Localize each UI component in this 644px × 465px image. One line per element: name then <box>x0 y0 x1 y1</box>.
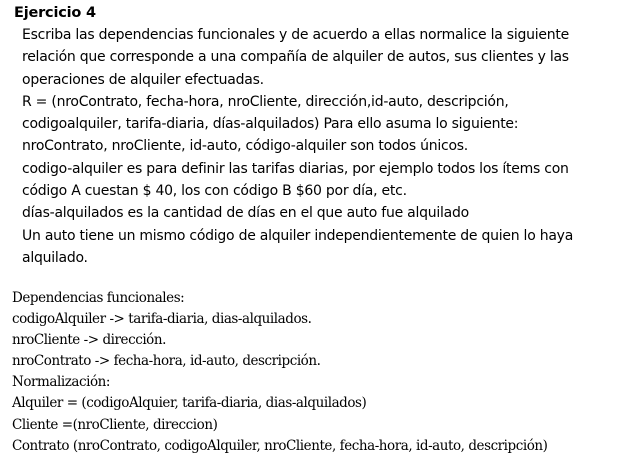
answer-heading-dependencies: Dependencias funcionales: <box>12 290 185 306</box>
exercise-title: Ejercicio 4 <box>14 5 96 21</box>
answer-line: Contrato (nroContrato, codigoAlquiler, nroCliente, fecha-hora, id-auto, descripción) <box>12 437 548 454</box>
statement-line: código A cuestan $ 40, los con código B $60 por día, etc. <box>22 183 407 200</box>
statement-line: R = (nroContrato, fecha-hora, nroCliente, dirección,id-auto, descripción, <box>22 93 509 110</box>
statement-line: Un auto tiene un mismo código de alquiler independientemente de quien lo haya <box>22 227 574 244</box>
statement-line: codigo-alquiler es para definir las tarifas diarias, por ejemplo todos los ítems con <box>22 160 569 177</box>
answer-line: Alquiler = (codigoAlquier, tarifa-diaria, dias-alquilados) <box>12 395 367 412</box>
statement-line: nroContrato, nroCliente, id-auto, código-alquiler son todos únicos. <box>22 138 469 155</box>
statement-line: operaciones de alquiler efectuadas. <box>22 71 264 88</box>
answer-heading-normalization: Normalización: <box>12 374 110 391</box>
answer-line: nroCliente -> dirección. <box>12 332 166 349</box>
statement-line: codigoalquiler, tarifa-diaria, días-alquilados) Para ello asuma lo siguiente: <box>22 116 519 133</box>
exercise-statement <box>22 24 639 269</box>
statement-line: días-alquilados es la cantidad de días en el que auto fue alquilado <box>22 205 469 222</box>
answer-line: codigoAlquiler -> tarifa-diaria, dias-alquilados. <box>12 311 312 328</box>
statement-line: alquilado. <box>22 249 88 266</box>
statement-line: relación que corresponde a una compañía de alquiler de autos, sus clientes y las <box>22 49 569 66</box>
answer-line: nroContrato -> fecha-hora, id-auto, descripción. <box>12 353 321 370</box>
statement-line: Escriba las dependencias funcionales y de acuerdo a ellas normalice la siguiente <box>22 27 569 43</box>
exercise-image-block <box>14 2 639 269</box>
answer-text <box>12 288 640 457</box>
answer-line: Cliente =(nroCliente, direccion) <box>12 416 218 433</box>
